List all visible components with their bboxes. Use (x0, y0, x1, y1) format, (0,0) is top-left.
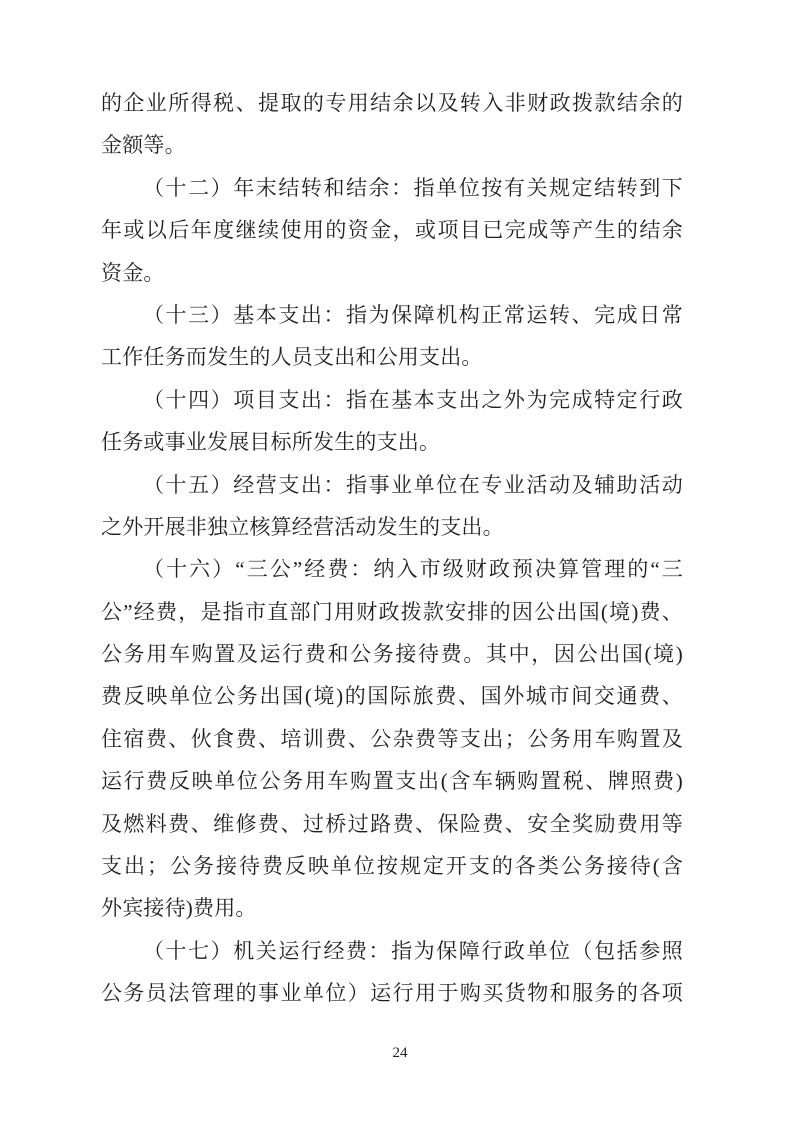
text-line: （十五）经营支出：指事业单位在专业活动及辅助活动 (143, 472, 683, 497)
text-line: 公务用车购置及运行费和公务接待费。其中，因公出国(境) (101, 642, 683, 667)
paragraph-continuation (101, 82, 683, 167)
text-line: 工作任务而发生的人员支出和公用支出。 (101, 345, 483, 370)
page-number: 24 (392, 1045, 408, 1061)
paragraph-item-15 (101, 464, 683, 549)
text-line: 外宾接待)费用。 (101, 896, 257, 921)
paragraph-item-16 (101, 548, 683, 930)
text-line: 支出；公务接待费反映单位按规定开支的各类公务接待(含 (101, 854, 683, 879)
text-line: （十六）“三公”经费：纳入市级财政预决算管理的“三 (143, 557, 683, 582)
text-line: 的企业所得税、提取的专用结余以及转入非财政拨款结余的 (101, 91, 683, 115)
text-line: 运行费反映单位公务用车购置支出(含车辆购置税、牌照费) (101, 769, 683, 794)
text-line: 资金。 (101, 260, 165, 285)
paragraph-item-14 (101, 379, 683, 464)
document-body (101, 82, 683, 1015)
text-line: 公”经费，是指市直部门用财政拨款安排的因公出国(境)费、 (101, 599, 683, 624)
text-line: （十七）机关运行经费：指为保障行政单位（包括参照 (143, 938, 683, 963)
text-line: 金额等。 (101, 133, 186, 158)
text-line: 费反映单位公务出国(境)的国际旅费、国外城市间交通费、 (101, 684, 683, 709)
paragraph-item-13 (101, 294, 683, 379)
paragraph-item-12 (101, 167, 683, 294)
text-line: （十二）年末结转和结余：指单位按有关规定结转到下 (143, 175, 683, 200)
paragraph-item-17 (101, 930, 683, 1015)
text-line: 之外开展非独立核算经营活动发生的支出。 (101, 514, 504, 539)
text-line: 住宿费、伙食费、培训费、公杂费等支出；公务用车购置及 (101, 726, 683, 751)
text-line: 年或以后年度继续使用的资金，或项目已完成等产生的结余 (101, 218, 683, 243)
text-line: 公务员法管理的事业单位）运行用于购买货物和服务的各项 (101, 981, 683, 1006)
text-line: （十四）项目支出：指在基本支出之外为完成特定行政 (143, 387, 683, 412)
text-line: （十三）基本支出：指为保障机构正常运转、完成日常 (143, 302, 683, 327)
text-line: 任务或事业发展目标所发生的支出。 (101, 430, 441, 455)
text-line: 及燃料费、维修费、过桥过路费、保险费、安全奖励费用等 (101, 811, 683, 836)
